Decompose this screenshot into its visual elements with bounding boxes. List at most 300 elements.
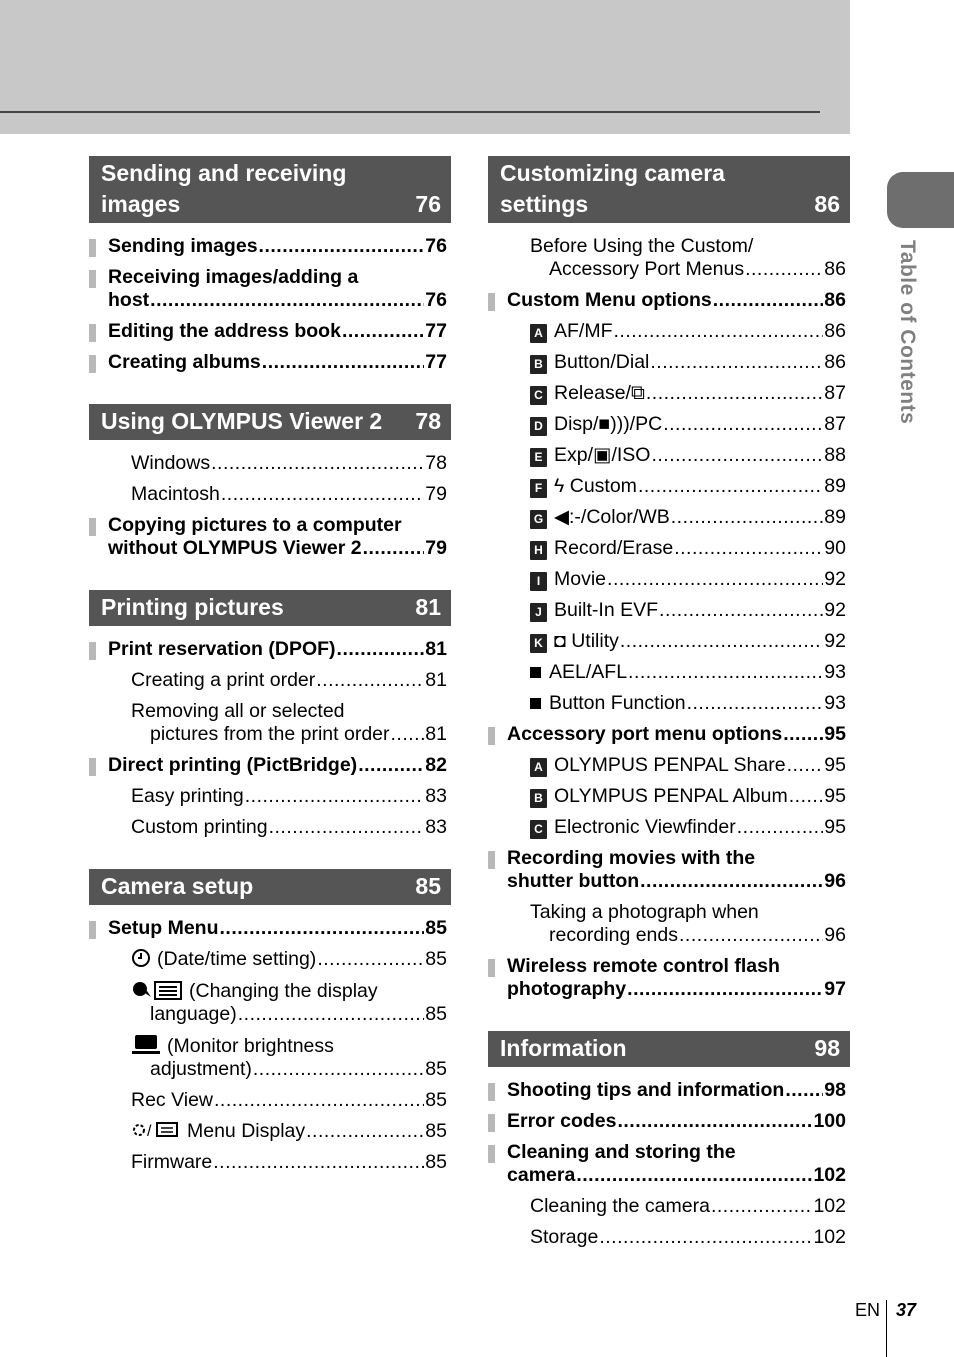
entry-page: 87: [824, 413, 846, 435]
entry-text: Windows: [131, 452, 211, 474]
entry-text-continued: host: [108, 289, 150, 311]
entry-text-continued: without OLYMPUS Viewer 2: [108, 537, 362, 559]
leader-dots: [262, 351, 425, 374]
entry-text: Print reservation (DPOF): [108, 638, 336, 660]
leader-dots: [711, 1195, 813, 1218]
entry-text: Cleaning the camera: [530, 1195, 710, 1217]
leader-dots: [269, 816, 425, 839]
entry-text: AEL/AFL: [549, 661, 628, 683]
toc-entry[interactable]: [89, 262, 451, 316]
entry-line: [530, 924, 846, 947]
entry-text: ◀:-/Color/WB: [554, 506, 670, 528]
toc-entry[interactable]: [488, 657, 850, 688]
leader-dots: [316, 669, 424, 692]
leader-dots: [614, 320, 824, 343]
section-header: [89, 404, 451, 440]
entry-page: 85: [425, 1120, 447, 1142]
entry-text: (Monitor brightness: [167, 1035, 334, 1057]
entry-line: [530, 382, 846, 405]
toc-entry[interactable]: [488, 1137, 850, 1191]
right-column: [488, 156, 850, 1279]
entry-text: OLYMPUS PENPAL Share: [554, 754, 786, 776]
square-bullet-icon: [530, 667, 541, 678]
leader-dots: [342, 320, 424, 343]
entry-text: Macintosh: [131, 483, 220, 505]
toc-entry[interactable]: [89, 975, 451, 1030]
custom-menu-badge-icon: E: [530, 448, 547, 467]
entry-text: ϟ Custom: [554, 475, 637, 497]
entry-page: 81: [425, 723, 447, 745]
entry-line: [131, 452, 447, 475]
section-header: [488, 156, 850, 223]
leader-dots: [789, 785, 824, 808]
entry-page: 86: [824, 320, 846, 342]
entry-line: [530, 506, 846, 529]
entry-text-line1: [507, 955, 846, 978]
leader-dots: [620, 630, 823, 653]
entry-text-continued: recording ends: [549, 924, 678, 946]
leader-dots: [391, 723, 425, 746]
leader-dots: [221, 483, 424, 506]
toc-entry[interactable]: [488, 719, 850, 750]
entry-line: [530, 661, 846, 684]
toc-entry[interactable]: [488, 1075, 850, 1106]
leader-dots: [220, 917, 425, 940]
leader-dots: [150, 289, 424, 312]
entry-text: Before Using the Custom/: [530, 235, 754, 257]
entry-page: 102: [813, 1195, 846, 1217]
toc-entry[interactable]: [89, 750, 451, 781]
leader-dots: [674, 537, 823, 560]
entry-text-line1: [131, 979, 447, 1003]
toc-entry[interactable]: [89, 812, 451, 843]
toc-entry[interactable]: [488, 502, 850, 533]
menu-display-icon: [131, 1120, 187, 1143]
toc-entry[interactable]: [89, 913, 451, 944]
entry-line: [530, 568, 846, 591]
entry-text: Storage: [530, 1226, 599, 1248]
entry-text: Cleaning and storing the: [507, 1141, 736, 1163]
entry-page: 85: [425, 1089, 447, 1111]
custom-menu-badge-icon: C: [530, 820, 547, 839]
leader-dots: [245, 785, 425, 808]
toc-entry[interactable]: [89, 781, 451, 812]
entry-text-continued: language): [150, 1003, 237, 1025]
toc-entry[interactable]: [89, 1147, 451, 1178]
toc-entry[interactable]: [488, 897, 850, 951]
leader-dots: [646, 382, 823, 405]
entry-text-line1: [507, 1141, 846, 1164]
toc-entry[interactable]: [488, 285, 850, 316]
toc-entry[interactable]: [89, 1030, 451, 1085]
entry-page: 89: [824, 506, 846, 528]
section-title: Camera setup: [101, 873, 254, 899]
entry-text-continued: photography: [507, 978, 627, 1000]
custom-menu-badge-icon: H: [530, 541, 547, 560]
leader-dots: [679, 924, 823, 947]
entry-page: 88: [824, 444, 846, 466]
entry-page: 81: [425, 669, 447, 691]
entry-line: [108, 320, 447, 343]
entry-text: Accessory port menu options: [507, 723, 783, 745]
entry-page: 85: [425, 917, 447, 939]
toc-entry[interactable]: [488, 316, 850, 347]
entry-text: Disp/■)))/PC: [554, 413, 663, 435]
entry-line: [530, 599, 846, 622]
leader-dots: [358, 754, 424, 777]
entry-line: [131, 1003, 447, 1026]
entry-page: 85: [425, 948, 447, 970]
custom-menu-badge-icon: C: [530, 386, 547, 405]
section-title: Information: [500, 1035, 627, 1061]
entry-text-line1: [131, 700, 447, 723]
entry-page: 87: [824, 382, 846, 404]
entry-text-line1: [108, 266, 447, 289]
entry-page: 95: [824, 723, 846, 745]
section-page: 98: [814, 1035, 840, 1061]
toc-entry[interactable]: [89, 316, 451, 347]
custom-menu-badge-icon: A: [530, 324, 547, 343]
section-header: [89, 156, 451, 223]
entry-line: [131, 785, 447, 808]
leader-dots: [253, 1058, 424, 1081]
entry-text-line1: [530, 235, 846, 258]
leader-dots: [651, 444, 823, 467]
entry-line: [131, 948, 447, 971]
leader-dots: [671, 506, 824, 529]
section-entries: [89, 913, 451, 1178]
toc-entry[interactable]: [89, 944, 451, 975]
custom-menu-badge-icon: B: [530, 355, 547, 374]
entry-line: [530, 692, 846, 715]
entry-text: Taking a photograph when: [530, 901, 759, 923]
entry-text: Button Function: [549, 692, 686, 714]
entry-page: 85: [425, 1058, 447, 1080]
entry-line: [131, 816, 447, 839]
entry-line: [530, 785, 846, 808]
entry-line: [108, 351, 447, 374]
leader-dots: [306, 1120, 424, 1143]
entry-line: [507, 289, 846, 312]
entry-page: 76: [425, 289, 447, 311]
entry-page: 93: [824, 661, 846, 683]
entry-text: Menu Display: [187, 1120, 306, 1142]
entry-text: ◘ Utility: [554, 630, 619, 652]
square-bullet-icon: [530, 698, 541, 709]
entry-text: Creating a print order: [131, 669, 316, 691]
leader-dots: [663, 413, 823, 436]
top-banner: [0, 0, 850, 134]
leader-dots: [628, 661, 823, 684]
entry-text: Custom Menu options: [507, 289, 712, 311]
entry-text: Exp/▣/ISO: [554, 444, 651, 466]
custom-menu-badge-icon: A: [530, 758, 547, 777]
entry-page: 86: [824, 258, 846, 280]
entry-text: Error codes: [507, 1110, 617, 1132]
entry-text: OLYMPUS PENPAL Album: [554, 785, 788, 807]
entry-line: [507, 1079, 846, 1102]
toc-entry[interactable]: [488, 533, 850, 564]
entry-text: Editing the address book: [108, 320, 341, 342]
section-page: 81: [415, 594, 441, 620]
entry-page: 81: [425, 638, 447, 660]
entry-text: Removing all or selected: [131, 700, 345, 722]
entry-text-continued: pictures from the print order: [150, 723, 390, 745]
entry-line: [507, 723, 846, 746]
entry-text-continued: shutter button: [507, 870, 640, 892]
section-title: Sending and receiving images: [101, 160, 347, 217]
leader-dots: [737, 816, 824, 839]
section-header: [89, 590, 451, 626]
entry-page: 102: [813, 1226, 846, 1248]
entry-line: [131, 483, 447, 506]
entry-page: 79: [425, 483, 447, 505]
leader-dots: [317, 948, 424, 971]
entry-line: [530, 754, 846, 777]
entry-text: Custom printing: [131, 816, 268, 838]
page-number: 37: [896, 1300, 917, 1320]
entry-page: 95: [824, 816, 846, 838]
entry-page: 92: [824, 599, 846, 621]
entry-line: [530, 1195, 846, 1218]
entry-text: Firmware: [131, 1151, 213, 1173]
entry-page: 85: [425, 1151, 447, 1173]
custom-menu-badge-icon: J: [530, 603, 547, 622]
entry-line: [530, 475, 846, 498]
entry-text: (Date/time setting): [157, 948, 317, 970]
leader-dots: [745, 258, 823, 281]
section-title: Printing pictures: [101, 594, 284, 620]
entry-page: 93: [824, 692, 846, 714]
left-column: [89, 156, 451, 1204]
toc-entry[interactable]: [488, 1191, 850, 1222]
entry-text: Movie: [554, 568, 607, 590]
toc-entry[interactable]: [488, 951, 850, 1005]
entry-text: Creating albums: [108, 351, 261, 373]
entry-line: [530, 351, 846, 374]
entry-text: Release/⧉: [554, 382, 645, 404]
entry-page: 102: [813, 1164, 846, 1186]
entry-line: [530, 413, 846, 436]
leader-dots: [627, 978, 823, 1001]
entry-page: 92: [824, 568, 846, 590]
leader-dots: [687, 692, 824, 715]
toc-entry[interactable]: [89, 448, 451, 479]
entry-text-line1: [108, 514, 447, 537]
entry-line: [131, 1089, 447, 1112]
toc-entry[interactable]: [89, 231, 451, 262]
leader-dots: [640, 870, 823, 893]
svg-text:/: /: [147, 1123, 152, 1140]
leader-dots: [785, 1079, 823, 1102]
leader-dots: [337, 638, 425, 661]
entry-page: 77: [425, 351, 447, 373]
custom-menu-badge-icon: I: [530, 572, 547, 591]
entry-text: Shooting tips and information: [507, 1079, 785, 1101]
side-tab-marker: [887, 172, 954, 228]
entry-page: 97: [824, 978, 846, 1000]
toc-entry[interactable]: [89, 1085, 451, 1116]
entry-line: [131, 669, 447, 692]
section-entries: [89, 231, 451, 378]
custom-menu-badge-icon: B: [530, 789, 547, 808]
entry-page: 83: [425, 785, 447, 807]
monitor-brightness-icon: [131, 1035, 167, 1057]
leader-dots: [783, 723, 823, 746]
leader-dots: [214, 1089, 424, 1112]
entry-page: 90: [824, 537, 846, 559]
leader-dots: [599, 1226, 812, 1249]
entry-text: Wireless remote control flash: [507, 955, 780, 977]
custom-menu-badge-icon: G: [530, 510, 547, 529]
toc-entry[interactable]: [89, 634, 451, 665]
entry-text: Rec View: [131, 1089, 214, 1111]
custom-menu-badge-icon: K: [530, 634, 547, 653]
entry-line: [507, 870, 846, 893]
custom-menu-badge-icon: D: [530, 417, 547, 436]
footer-divider: [886, 1300, 887, 1357]
toc-entry[interactable]: [488, 688, 850, 719]
section-page: 78: [415, 408, 441, 434]
toc-entry[interactable]: [488, 347, 850, 378]
toc-entry[interactable]: [488, 1222, 850, 1253]
entry-line: [108, 235, 447, 258]
section-header: [488, 1031, 850, 1067]
entry-line: [530, 1226, 846, 1249]
section-entries: [89, 448, 451, 564]
custom-menu-badge-icon: F: [530, 479, 547, 498]
entry-page: 100: [813, 1110, 846, 1132]
toc-entry[interactable]: [89, 696, 451, 750]
toc-entry[interactable]: [488, 812, 850, 843]
entry-page: 96: [824, 870, 846, 892]
toc-entry[interactable]: [488, 409, 850, 440]
entry-text: Direct printing (PictBridge): [108, 754, 358, 776]
section-header: [89, 869, 451, 905]
language-icon: [131, 980, 189, 1002]
leader-dots: [650, 351, 823, 374]
toc-entry[interactable]: [488, 440, 850, 471]
banner-rule: [0, 111, 820, 113]
leader-dots: [713, 289, 824, 312]
entry-text: Record/Erase: [554, 537, 674, 559]
entry-text: Easy printing: [131, 785, 244, 807]
entry-line: [108, 638, 447, 661]
entry-line: [108, 754, 447, 777]
leader-dots: [638, 475, 823, 498]
entry-line: [530, 630, 846, 653]
entry-line: [530, 816, 846, 839]
entry-line: [530, 444, 846, 467]
entry-line: [131, 723, 447, 746]
section-page: 86: [814, 191, 840, 217]
entry-text: Recording movies with the: [507, 847, 756, 869]
leader-dots: [576, 1164, 812, 1187]
leader-dots: [363, 537, 425, 560]
leader-dots: [787, 754, 824, 777]
entry-text-line1: [530, 901, 846, 924]
entry-page: 76: [425, 235, 447, 257]
leader-dots: [213, 1151, 424, 1174]
leader-dots: [607, 568, 823, 591]
entry-line: [131, 1151, 447, 1174]
section-title: Customizing camera settings: [500, 160, 725, 217]
entry-line: [530, 320, 846, 343]
entry-text-continued: adjustment): [150, 1058, 252, 1080]
entry-line: [530, 537, 846, 560]
toc-entry[interactable]: [488, 595, 850, 626]
toc-entry[interactable]: [488, 471, 850, 502]
toc-entry[interactable]: [89, 479, 451, 510]
section-title: Using OLYMPUS Viewer 2: [101, 408, 383, 434]
entry-page: 79: [425, 537, 447, 559]
entry-page: 82: [425, 754, 447, 776]
toc-entry[interactable]: [89, 347, 451, 378]
entry-line: [131, 1058, 447, 1081]
entry-text-line1: [131, 1034, 447, 1058]
toc-entry[interactable]: [89, 1116, 451, 1147]
entry-text: AF/MF: [554, 320, 613, 342]
toc-entry[interactable]: [488, 1106, 850, 1137]
toc-entry[interactable]: [488, 564, 850, 595]
leader-dots: [659, 599, 823, 622]
side-tab-title: [895, 240, 925, 440]
entry-line: [507, 1110, 846, 1133]
entry-text: Receiving images/adding a: [108, 266, 359, 288]
entry-page: 77: [425, 320, 447, 342]
toc-entry[interactable]: [488, 231, 850, 285]
entry-page: 95: [824, 754, 846, 776]
toc-entry[interactable]: [488, 626, 850, 657]
entry-page: 86: [824, 289, 846, 311]
entry-page: 95: [824, 785, 846, 807]
entry-text: Built-In EVF: [554, 599, 659, 621]
toc-entry[interactable]: [488, 378, 850, 409]
entry-text-continued: camera: [507, 1164, 576, 1186]
toc-entry[interactable]: [488, 750, 850, 781]
leader-dots: [617, 1110, 812, 1133]
entry-line: [108, 917, 447, 940]
toc-entry[interactable]: [89, 510, 451, 564]
leader-dots: [238, 1003, 425, 1026]
side-tab-title-text: Table of Contents: [896, 240, 919, 425]
entry-page: 89: [824, 475, 846, 497]
entry-line: [108, 289, 447, 312]
entry-line: [131, 1120, 447, 1143]
entry-page: 83: [425, 816, 447, 838]
entry-text: Button/Dial: [554, 351, 650, 373]
entry-page: 86: [824, 351, 846, 373]
leader-dots: [211, 452, 424, 475]
entry-text: Electronic Viewfinder: [554, 816, 736, 838]
entry-page: 96: [824, 924, 846, 946]
entry-text: (Changing the display: [189, 980, 378, 1002]
clock-icon: [131, 948, 157, 971]
section-entries: [488, 1075, 850, 1253]
entry-text: Sending images: [108, 235, 258, 257]
toc-entry[interactable]: [89, 665, 451, 696]
toc-entry[interactable]: [488, 781, 850, 812]
toc-entry[interactable]: [488, 843, 850, 897]
leader-dots: [259, 235, 425, 258]
section-entries: [488, 231, 850, 1005]
entry-page: 85: [425, 1003, 447, 1025]
footer-language: EN: [855, 1300, 881, 1320]
section-page: 85: [415, 873, 441, 899]
entry-text: Setup Menu: [108, 917, 219, 939]
entry-page: 78: [425, 452, 447, 474]
entry-line: [108, 537, 447, 560]
